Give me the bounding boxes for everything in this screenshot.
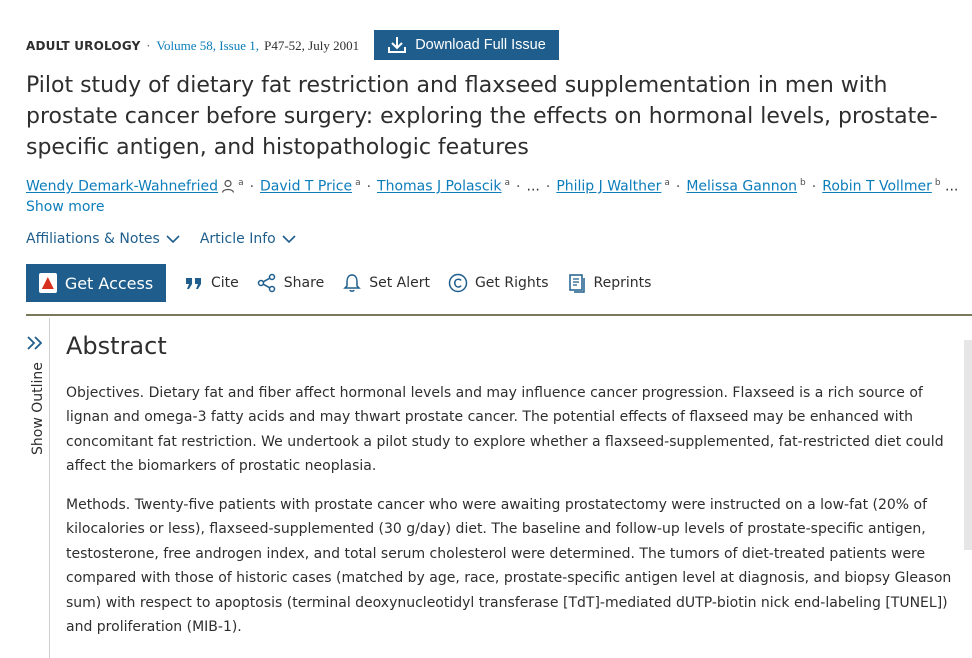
section-divider xyxy=(26,314,972,316)
author-link[interactable]: Melissa Gannon xyxy=(686,178,798,195)
download-icon xyxy=(387,36,407,54)
author-link[interactable]: Philip J Walther xyxy=(556,178,662,195)
get-rights-label: Get Rights xyxy=(474,275,549,291)
affiliation-sup: b xyxy=(800,178,806,188)
author-separator: · xyxy=(366,178,372,195)
article-toolbar xyxy=(26,264,651,302)
tab-article-info[interactable] xyxy=(200,228,296,250)
share-button[interactable] xyxy=(257,273,324,293)
author-link[interactable]: David T Price xyxy=(260,178,353,195)
abstract-paragraph: Objectives. Dietary fat and fiber affect hormonal levels and may influence cancer progression. Flaxseed is a rich source of lignan and omega-3 fatty acids and may thwart prostate cancer. The potential effects of flaxseed may be enhanced with concomitant fat restriction. We undertook a pilot study to explore whether a flaxseed-supplemented, fat-restricted diet could affect the biomarkers of prostatic neoplasia. xyxy=(66,385,944,475)
set-alert-label: Set Alert xyxy=(369,275,430,291)
authors-ellipsis: ... xyxy=(526,178,540,195)
show-outline-toggle[interactable]: Show Outline xyxy=(30,362,46,455)
journal-name[interactable]: ADULT UROLOGY xyxy=(26,39,141,53)
author-separator: · xyxy=(516,178,521,195)
tab-label: Article Info xyxy=(199,231,276,247)
affiliation-sup: b xyxy=(934,178,941,188)
copyright-icon xyxy=(448,273,468,293)
tab-label: Affiliations & Notes xyxy=(26,231,160,247)
set-alert-button[interactable] xyxy=(342,273,430,293)
double-chevron-right-icon[interactable] xyxy=(26,334,44,352)
article-meta-line xyxy=(26,30,359,62)
abstract-heading: Abstract xyxy=(66,332,167,360)
download-full-issue-label: Download Full Issue xyxy=(415,37,546,53)
author-separator: · xyxy=(249,178,255,195)
article-title: Pilot study of dietary fat restriction and flaxseed supplementation in men with prostate cancer before surgery: exploring the effects on hormonal levels, prostate-specific antigen, and histopathologic features xyxy=(26,73,938,160)
meta-separator: · xyxy=(146,39,151,53)
reprints-button[interactable] xyxy=(567,273,652,293)
get-rights-button[interactable] xyxy=(448,273,549,293)
share-label: Share xyxy=(283,275,325,291)
share-icon xyxy=(257,273,277,293)
author-link[interactable]: Thomas J Polascik xyxy=(377,178,502,195)
affiliation-sup: a xyxy=(238,178,244,188)
affiliation-sup: a xyxy=(355,178,361,188)
abstract-paragraph: Methods. Twenty-five patients with prostate cancer who were awaiting prostatectomy were instructed on a low-fat (20% of kilocalories or less), flaxseed-supplemented (30 g/day) diet. The baseline and follow-up levels of prostate-specific antigen, testosterone, free androgen index, and total serum cholesterol were determined. The tumors of diet-treated patients were compared with those of historic cases (matched by age, race, prostate-specific antigen level at diagnosis, and biopsy Gleason sum) with respect to apoptosis (terminal deoxynucleotidyl transferase [TdT]-mediated dUTP-biotin nick end-labeling [TUNEL]) and proliferation (MIB-1). xyxy=(66,497,952,636)
scrollbar[interactable] xyxy=(964,340,972,550)
quote-icon xyxy=(184,273,204,293)
chevron-down-icon xyxy=(166,234,180,244)
get-access-label: Get Access xyxy=(64,273,154,293)
volume-issue-link[interactable]: Volume 58, Issue 1, xyxy=(156,38,260,53)
author-separator: · xyxy=(545,178,551,195)
cite-label: Cite xyxy=(211,275,239,291)
pdf-icon xyxy=(39,273,57,293)
person-icon[interactable] xyxy=(221,179,235,193)
cite-button[interactable] xyxy=(184,273,239,293)
authors-trailing-ellipsis: ... xyxy=(945,178,959,195)
affiliation-sup: a xyxy=(664,178,670,188)
show-more-link[interactable]: Show more xyxy=(26,199,105,215)
reprints-label: Reprints xyxy=(593,275,652,291)
author-list xyxy=(26,172,959,198)
download-full-issue-button[interactable] xyxy=(374,30,559,60)
affiliation-sup: a xyxy=(504,178,511,188)
get-access-button[interactable] xyxy=(26,264,166,302)
article-tabs xyxy=(26,228,296,250)
author-separator: · xyxy=(811,178,817,195)
chevron-down-icon xyxy=(282,234,296,244)
author-link[interactable]: Wendy Demark-Wahnefried xyxy=(26,178,219,195)
tab-affiliations-notes[interactable] xyxy=(26,228,180,250)
author-link[interactable]: Robin T Vollmer xyxy=(822,178,932,195)
pages-date: P47-52, July 2001 xyxy=(264,38,360,53)
bell-icon xyxy=(342,273,362,293)
reprints-icon xyxy=(567,273,587,293)
author-separator: · xyxy=(675,178,681,195)
